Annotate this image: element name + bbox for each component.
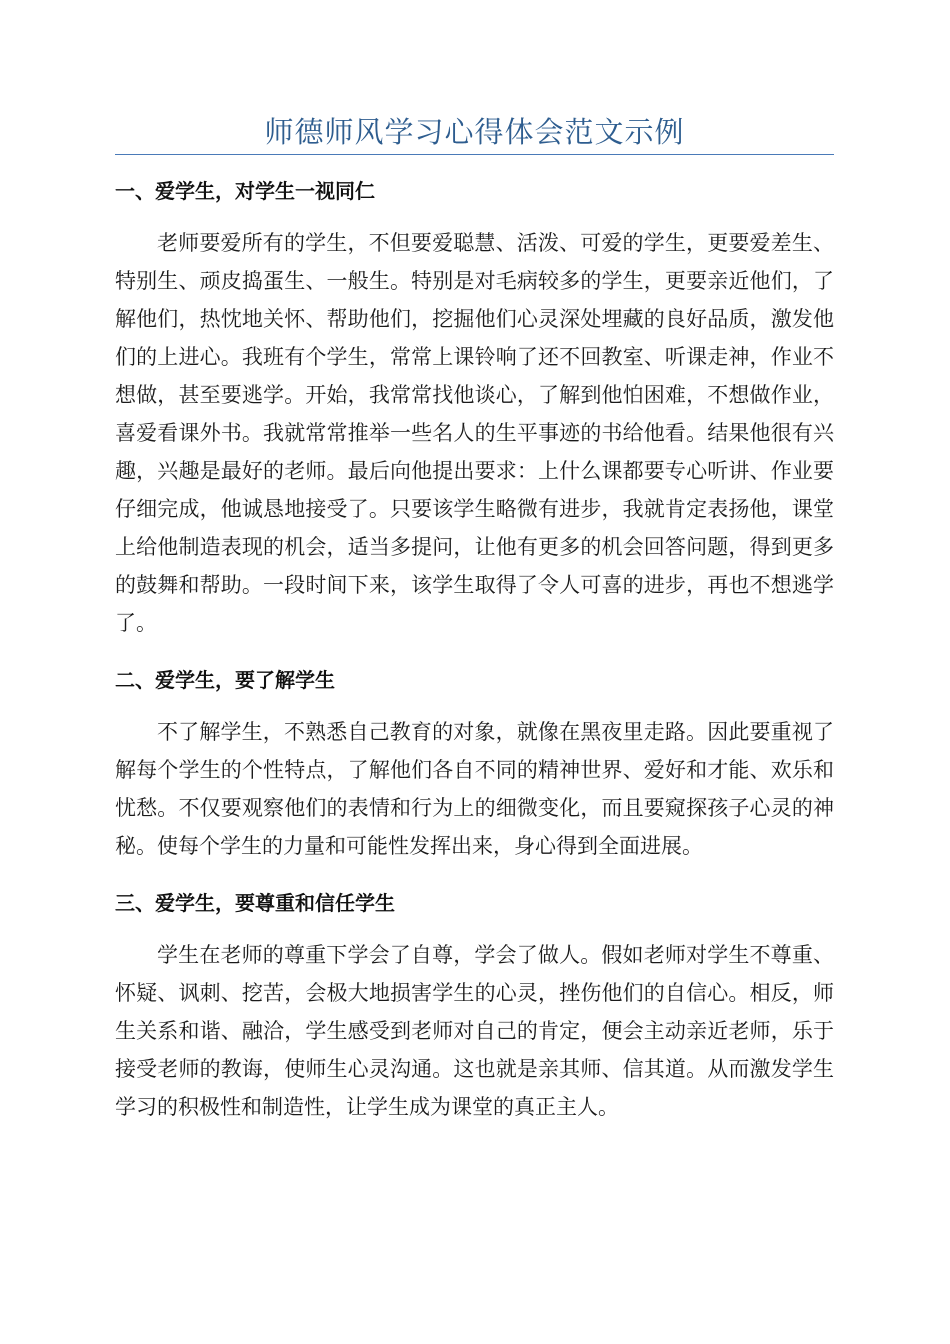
title-underline (115, 154, 834, 155)
section-3 (115, 884, 834, 1126)
document-title: 师德师风学习心得体会范文示例 (264, 115, 685, 149)
section-1 (115, 172, 834, 642)
section-paragraph: 老师要爱所有的学生，不但要爱聪慧、活泼、可爱的学生，更要爱差生、特别生、顽皮捣蛋生、一般生。特别是对毛病较多的学生，更要亲近他们，了解他们，热忱地关怀、帮助他们，挖掘他们心灵深处埋藏的良好品质，激发他们的上进心。我班有个学生，常常上课铃响了还不回教室、听课走神，作业不想做，甚至要逃学。开始，我常常找他谈心，了解到他怕困难，不想做作业，喜爱看课外书。我就常常推举一些名人的生平事迹的书给他看。结果他很有兴趣，兴趣是最好的老师。最后向他提出要求：上什么课都要专心听讲、作业要仔细完成，他诚恳地接受了。只要该学生略微有进步，我就肯定表扬他，课堂上给他制造表现的机会，适当多提问，让他有更多的机会回答问题，得到更多的鼓舞和帮助。一段时间下来，该学生取得了令人可喜的进步，再也不想逃学了。 (115, 231, 834, 635)
section-heading: 一、爱学生，对学生一视同仁 (115, 179, 375, 203)
section-paragraph: 学生在老师的尊重下学会了自尊，学会了做人。假如老师对学生不尊重、怀疑、讽刺、挖苦，会极大地损害学生的心灵，挫伤他们的自信心。相反，师生关系和谐、融洽，学生感受到老师对自己的肯定，便会主动亲近老师，乐于接受老师的教诲，使师生心灵沟通。这也就是亲其师、信其道。从而激发学生学习的积极性和制造性，让学生成为课堂的真正主人。 (115, 943, 834, 1119)
document-body (115, 172, 834, 1126)
section-2 (115, 661, 834, 865)
section-heading: 三、爱学生，要尊重和信任学生 (115, 891, 395, 915)
section-heading: 二、爱学生，要了解学生 (115, 668, 335, 692)
section-paragraph: 不了解学生，不熟悉自己教育的对象，就像在黑夜里走路。因此要重视了解每个学生的个性特点，了解他们各自不同的精神世界、爱好和才能、欢乐和忧愁。不仅要观察他们的表情和行为上的细微变化，而且要窥探孩子心灵的神秘。使每个学生的力量和可能性发挥出来，身心得到全面进展。 (115, 720, 834, 858)
